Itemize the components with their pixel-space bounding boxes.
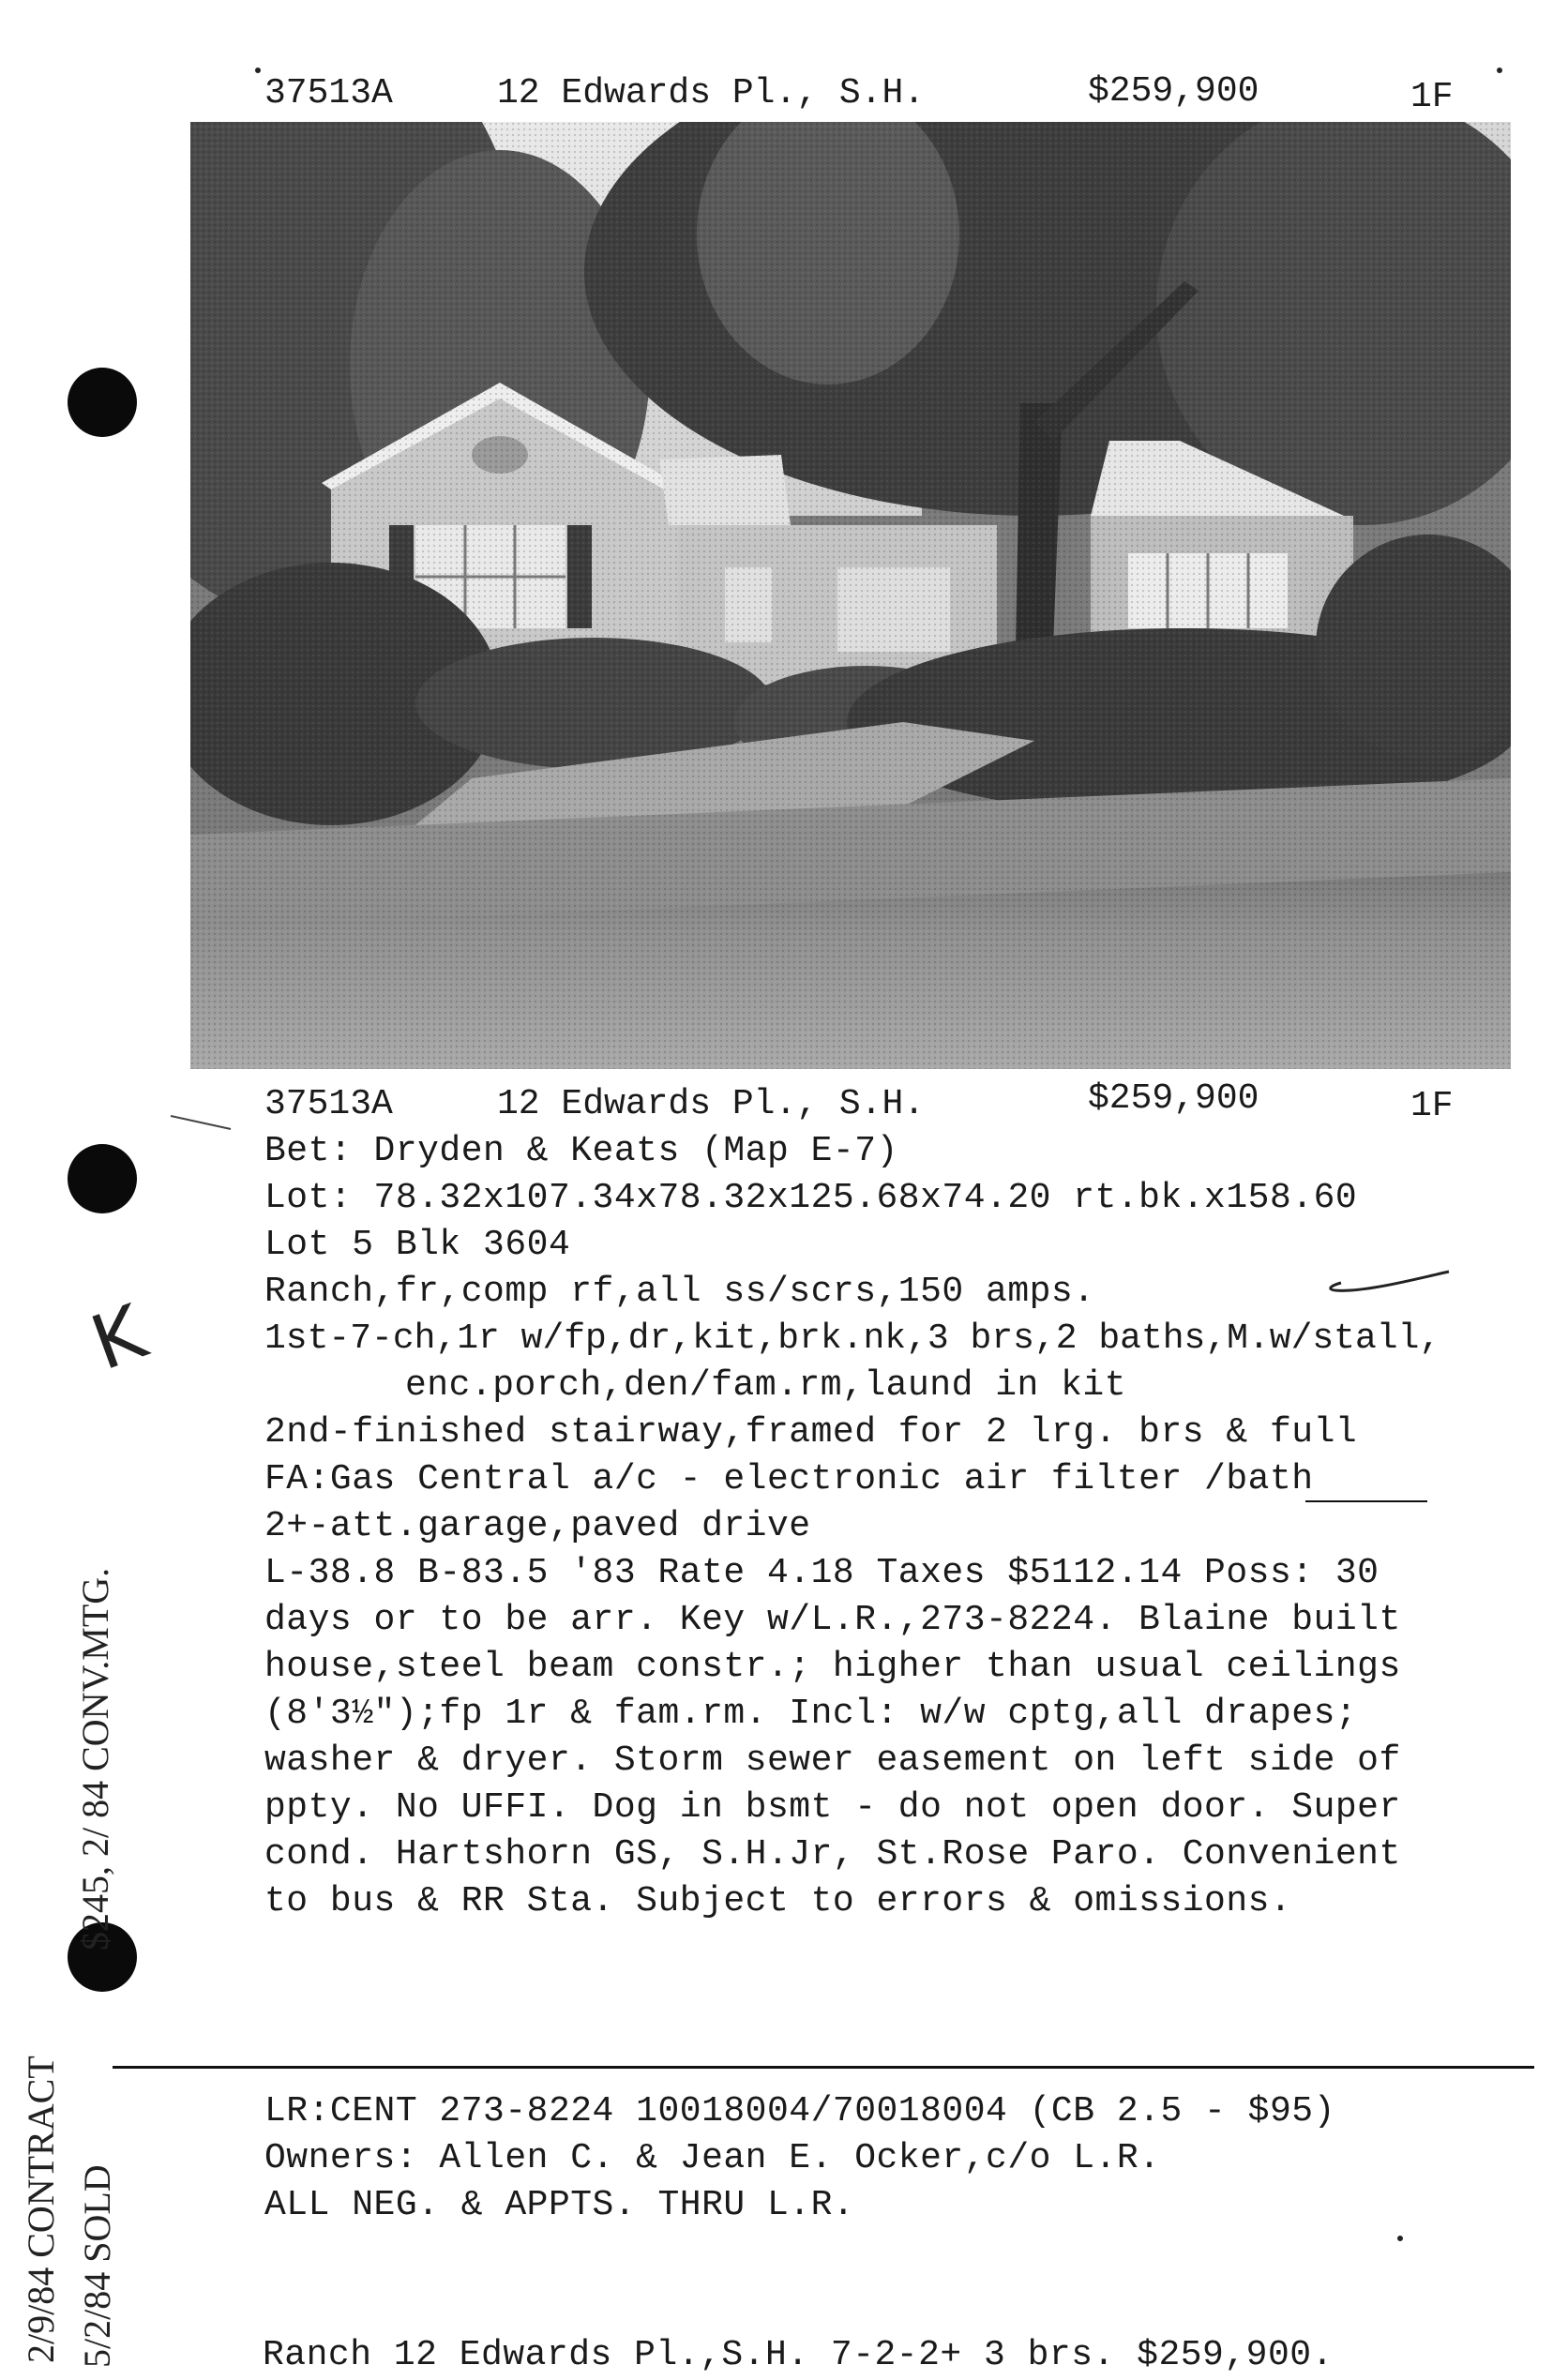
contract-note: 2/9/84 CONTRACT: [20, 2056, 62, 2363]
listing-line: ppty. No UFFI. Dog in bsmt - do not open door. Super: [264, 1787, 1401, 1828]
agent-line: ALL NEG. & APPTS. THRU L.R.: [264, 2185, 855, 2225]
listing-line: cond. Hartshorn GS, S.H.Jr, St.Rose Paro. Convenient: [264, 1834, 1401, 1875]
speck: [255, 68, 261, 73]
listing-line: Lot: 78.32x107.34x78.32x125.68x74.20 rt.bk.x158.60: [264, 1178, 1358, 1218]
house-photo: [190, 122, 1511, 1069]
listing-line: FA:Gas Central a/c - electronic air filter /bath: [264, 1459, 1314, 1499]
listing-line: (8'3½");fp 1r & fam.rm. Incl: w/w cptg,all drapes;: [264, 1694, 1358, 1734]
listing-line: 2nd-finished stairway,framed for 2 lrg. brs & full: [264, 1412, 1358, 1453]
check-mark-icon: [1313, 1266, 1454, 1303]
speck: [1497, 68, 1502, 73]
initial-note: K: [80, 1288, 157, 1388]
top-header: [264, 73, 1484, 116]
agent-line: Owners: Allen C. & Jean E. Ocker,c/o L.R.: [264, 2138, 1161, 2178]
header-address: 12 Edwards Pl., S.H.: [497, 73, 926, 113]
separator-rule: [113, 2066, 1534, 2069]
listing-no: 37513A: [264, 1084, 393, 1124]
agent-line: LR:CENT 273-8224 10018004/70018004 (CB 2.5 - $95): [264, 2091, 1335, 2131]
listing-line: 1st-7-ch,1r w/fp,dr,kit,brk.nk,3 brs,2 baths,M.w/stall,: [264, 1318, 1441, 1359]
listing-line: to bus & RR Sta. Subject to errors & omissions.: [264, 1881, 1292, 1921]
listing-line: days or to be arr. Key w/L.R.,273-8224. Blaine built: [264, 1600, 1401, 1640]
sold-note: 5/2/84 SOLD: [76, 2164, 118, 2368]
listing-line: L-38.8 B-83.5 '83 Rate 4.18 Taxes $5112.14 Poss: 30: [264, 1553, 1380, 1593]
listing-header: [264, 1078, 1484, 1127]
header-listing-no: 37513A: [264, 73, 393, 113]
listing-line: enc.porch,den/fam.rm,laund in kit: [405, 1365, 1127, 1406]
listing-code: 1F: [1410, 1086, 1454, 1126]
listing-line: 2+-att.garage,paved drive: [264, 1506, 811, 1546]
header-price: $259,900: [1088, 71, 1259, 112]
punch-hole-1: [68, 368, 137, 437]
listing-address: 12 Edwards Pl., S.H.: [497, 1084, 926, 1124]
header-code: 1F: [1410, 77, 1454, 117]
listing-line: Bet: Dryden & Keats (Map E-7): [264, 1131, 898, 1171]
pen-stroke: [169, 1097, 234, 1135]
mortgage-note: $245, 2/ 84 CONV.MTG.: [74, 1567, 116, 1951]
punch-hole-2: [68, 1144, 137, 1213]
listing-price: $259,900: [1088, 1078, 1259, 1119]
speck: [1397, 2236, 1403, 2241]
listing-line: house,steel beam constr.; higher than usual ceilings: [264, 1647, 1401, 1687]
summary-line: Ranch 12 Edwards Pl.,S.H. 7-2-2+ 3 brs. $259,900.: [263, 2335, 1334, 2375]
listing-line: Ranch,fr,comp rf,all ss/scrs,150 amps.: [264, 1272, 1095, 1312]
listing-line: Lot 5 Blk 3604: [264, 1225, 571, 1265]
listing-line: washer & dryer. Storm sewer easement on left side of: [264, 1740, 1401, 1781]
bath-underline: [1305, 1500, 1427, 1502]
